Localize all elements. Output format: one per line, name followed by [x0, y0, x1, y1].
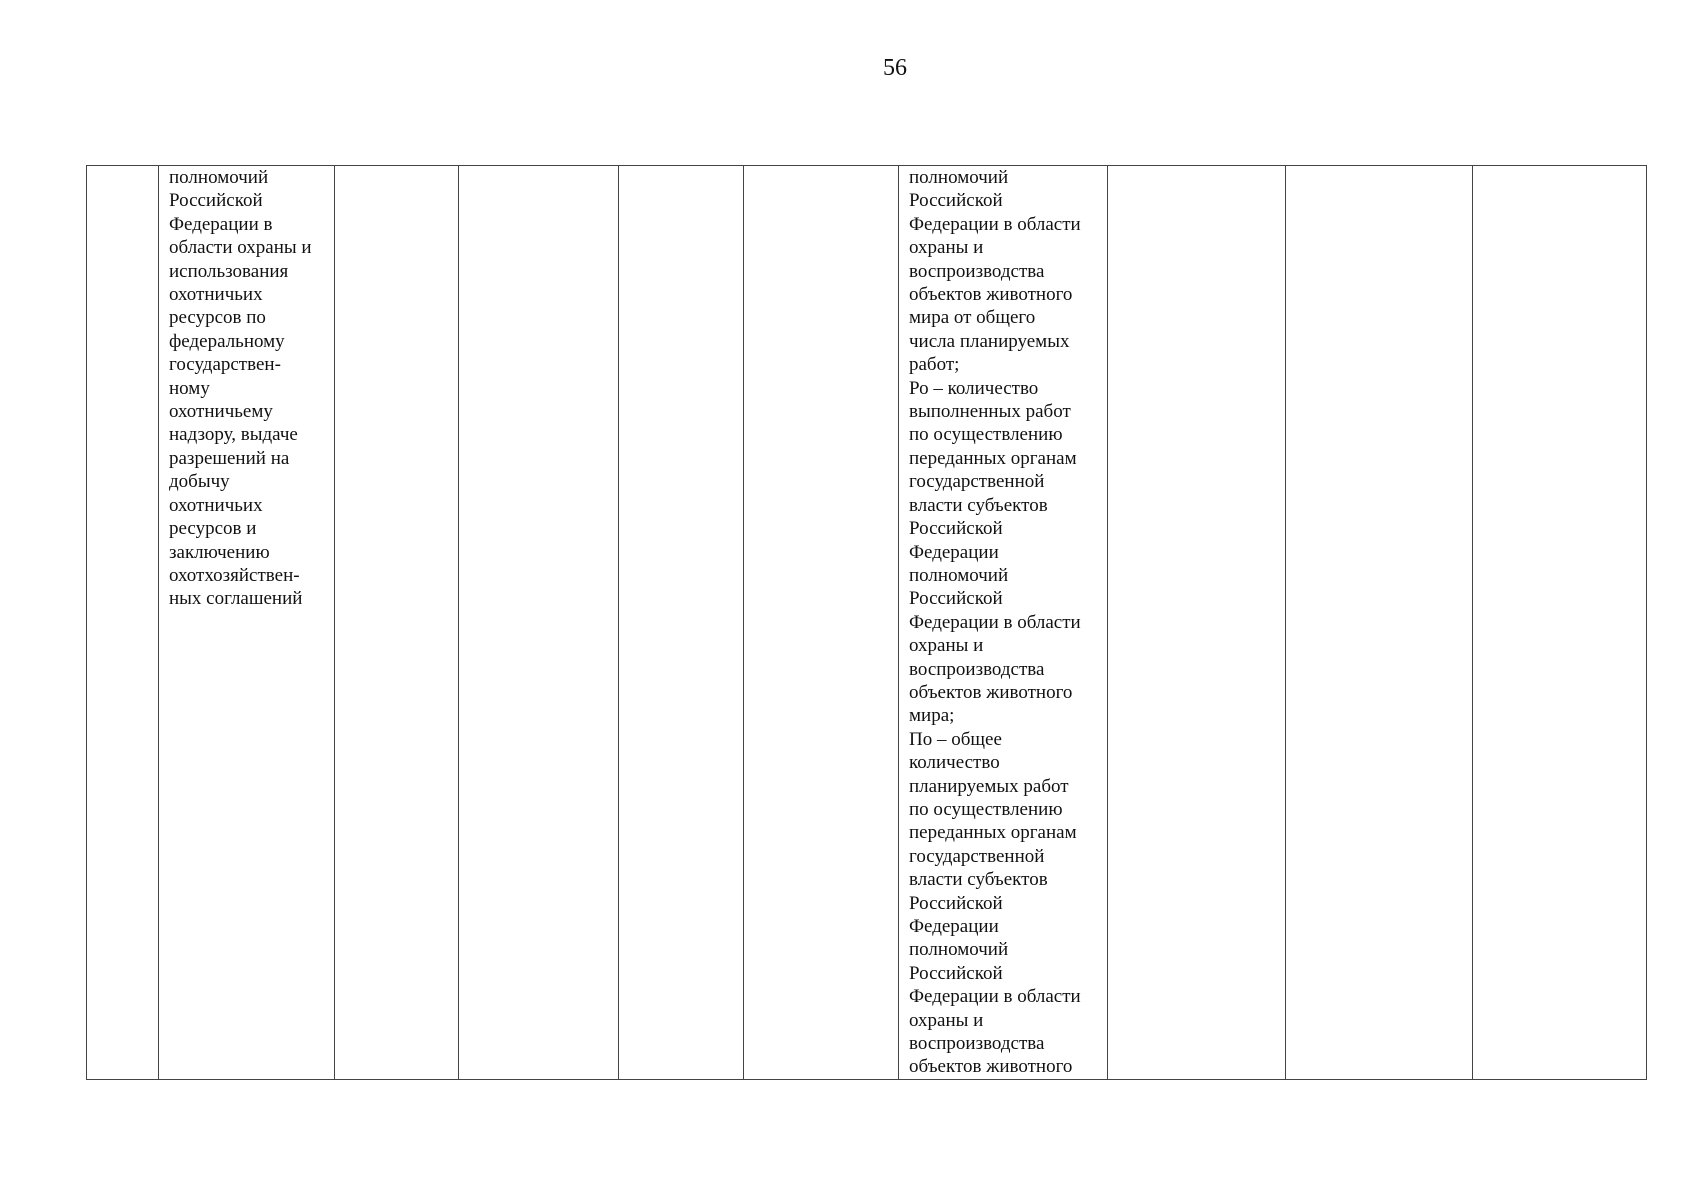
table-cell-4 — [459, 166, 619, 1080]
table-cell-7 — [899, 166, 1108, 1080]
table-cell-6 — [744, 166, 899, 1080]
table-cell-10 — [1473, 166, 1647, 1080]
table-cell-9 — [1286, 166, 1473, 1080]
table-cell-3 — [335, 166, 459, 1080]
table-cell-2 — [159, 166, 335, 1080]
page-number: 56 — [883, 55, 907, 81]
cell-text: полномочий Российской Федерации в области охраны и использования охотничьих ресурсов по федеральному государствен- ному охотничьему надзору, выдаче разрешений на добычу охотничьих ресурсов и заключению охотхозяйствен- ных соглашений — [169, 167, 312, 610]
document-table — [86, 165, 1647, 1080]
table-cell-1 — [87, 166, 159, 1080]
cell-text: полномочий Российской Федерации в области охраны и воспроизводства объектов животного мира от общего числа планируемых работ; Ро – количество выполненных работ по осуществлению переданных органам государственной власти субъектов Российской Федерации полномочий Российской Федерации в области охраны и воспроизводства объектов животного мира; По – общее количество планируемых работ по осуществлению переданных органам государственной власти субъектов Российской Федерации полномочий Российской Федерации в области охраны и воспроизводства объектов животного — [909, 167, 1081, 1078]
table-row — [87, 166, 1647, 1080]
table-cell-5 — [619, 166, 744, 1080]
table-cell-8 — [1108, 166, 1286, 1080]
